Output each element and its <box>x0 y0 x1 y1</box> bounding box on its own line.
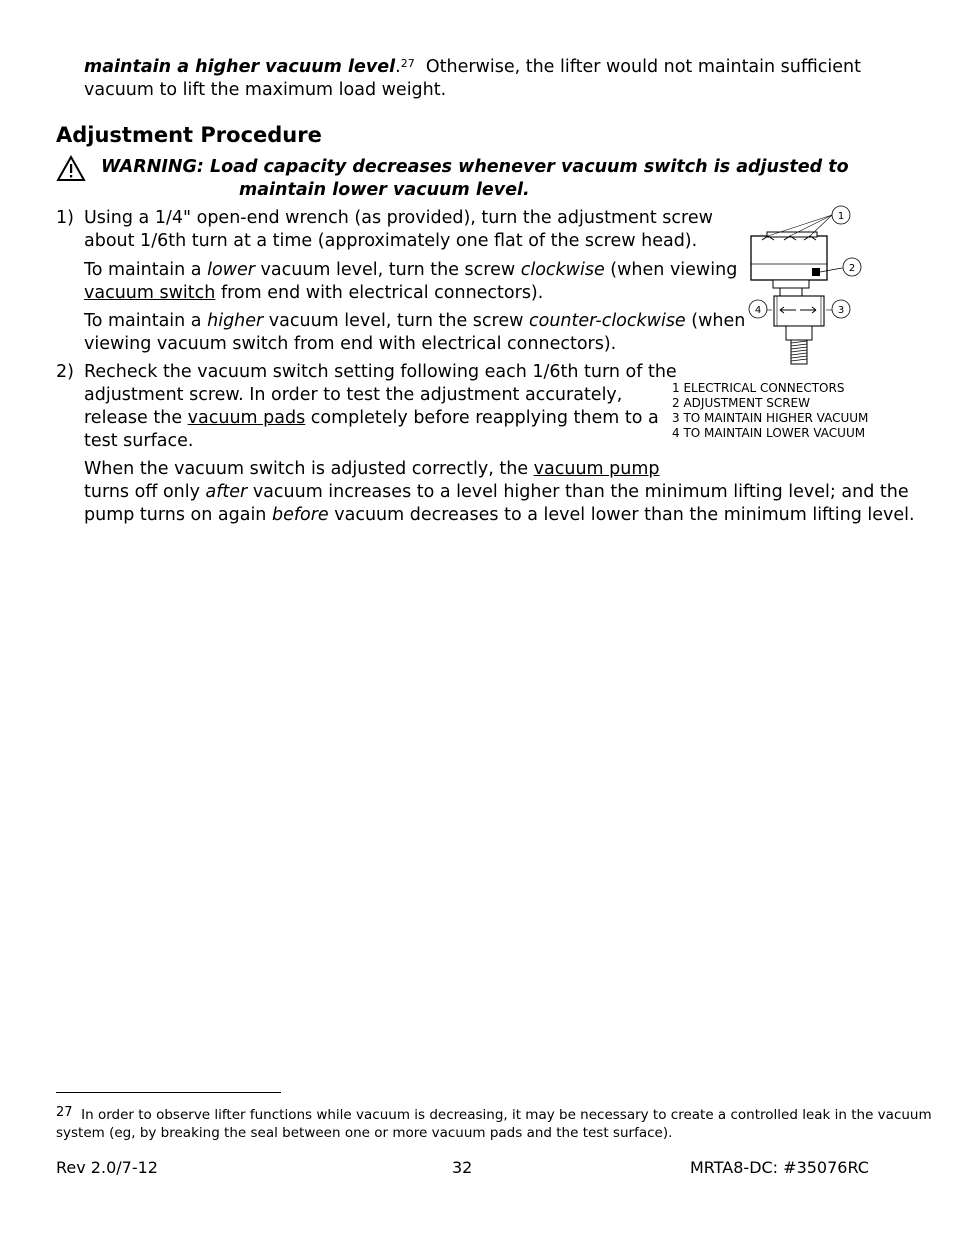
step-2-result-line-3: pump turns on again before vacuum decreases to a level lower than the minimum lifting level. <box>84 505 915 525</box>
footnote-separator <box>56 1092 281 1093</box>
warning-icon <box>56 155 86 182</box>
vacuum-switch-link[interactable]: vacuum switch <box>84 283 216 303</box>
legend-item: 4 TO MAINTAIN LOWER VACUUM <box>672 426 866 440</box>
vacuum-pads-link[interactable]: vacuum pads <box>187 408 306 428</box>
warning-line-1: WARNING: Load capacity decreases whenever vacuum switch is adjusted to <box>101 157 849 177</box>
step-1-higher-line-2: viewing vacuum switch from end with electrical connectors). <box>84 334 617 354</box>
step-2-line-2: adjustment screw. In order to test the adjustment accurately, <box>84 385 623 405</box>
footnote-mark: 27 <box>56 1105 73 1120</box>
footnote: 27 In order to observe lifter functions while vacuum is decreasing, it may be necessary to create a controlled leak in the vacuum system (eg, by breaking the seal between one or more vacuum pads and the test surface). <box>56 1105 932 1141</box>
step-2-result-line-2: turns off only after vacuum increases to a level higher than the minimum lifting level; and the <box>84 482 909 502</box>
intro-line-1: maintain a higher vacuum level.$^{27}$ Otherwise, the lifter would not maintain sufficient <box>84 57 862 77</box>
step-1-line-2: about 1/6th turn at a time (approximately one flat of the screw head). <box>84 231 698 251</box>
callout-2: 2 <box>848 263 856 274</box>
footer-document-id: MRTA8-DC: #35076RC <box>690 1158 869 1177</box>
vacuum-pump-link[interactable]: vacuum pump <box>533 459 660 479</box>
step-2-number: 2) <box>56 362 74 382</box>
step-1-lower-line-2: vacuum switch from end with electrical connectors). <box>84 283 544 303</box>
footer-revision: Rev 2.0/7-12 <box>56 1158 158 1177</box>
step-2-line-1: Recheck the vacuum switch setting following each 1/6th turn of the <box>84 362 677 382</box>
step-2-result-line-1: When the vacuum switch is adjusted correctly, the vacuum pump <box>84 459 660 479</box>
intro-line-2: vacuum to lift the maximum load weight. <box>84 80 447 100</box>
warning-line-2: maintain lower vacuum level. <box>239 180 530 200</box>
intro-emphasis: maintain a higher vacuum level <box>84 57 396 77</box>
step-1-higher-line-1: To maintain a higher vacuum level, turn the screw counter-clockwise (when <box>84 311 746 331</box>
section-heading: Adjustment Procedure <box>56 123 322 147</box>
callout-1: 1 <box>837 211 845 222</box>
legend-item: 1 ELECTRICAL CONNECTORS <box>672 381 845 395</box>
callout-4: 4 <box>754 305 762 316</box>
callout-3: 3 <box>837 305 845 316</box>
step-1-lower-line-1: To maintain a lower vacuum level, turn the screw clockwise (when viewing <box>84 260 738 280</box>
legend-item: 2 ADJUSTMENT SCREW <box>672 396 811 410</box>
step-2-line-4: test surface. <box>84 431 194 451</box>
page-number: 32 <box>452 1158 473 1177</box>
step-1-number: 1) <box>56 208 74 228</box>
legend-item: 3 TO MAINTAIN HIGHER VACUUM <box>672 411 869 425</box>
figure-legend <box>672 381 868 441</box>
step-1-line-1: Using a 1/4" open-end wrench (as provided), turn the adjustment screw <box>84 208 713 228</box>
step-2-line-3: release the vacuum pads completely before reapplying them to a <box>84 408 659 428</box>
footnote-ref[interactable]: 27 <box>400 57 415 70</box>
vacuum-switch-diagram <box>744 202 869 368</box>
